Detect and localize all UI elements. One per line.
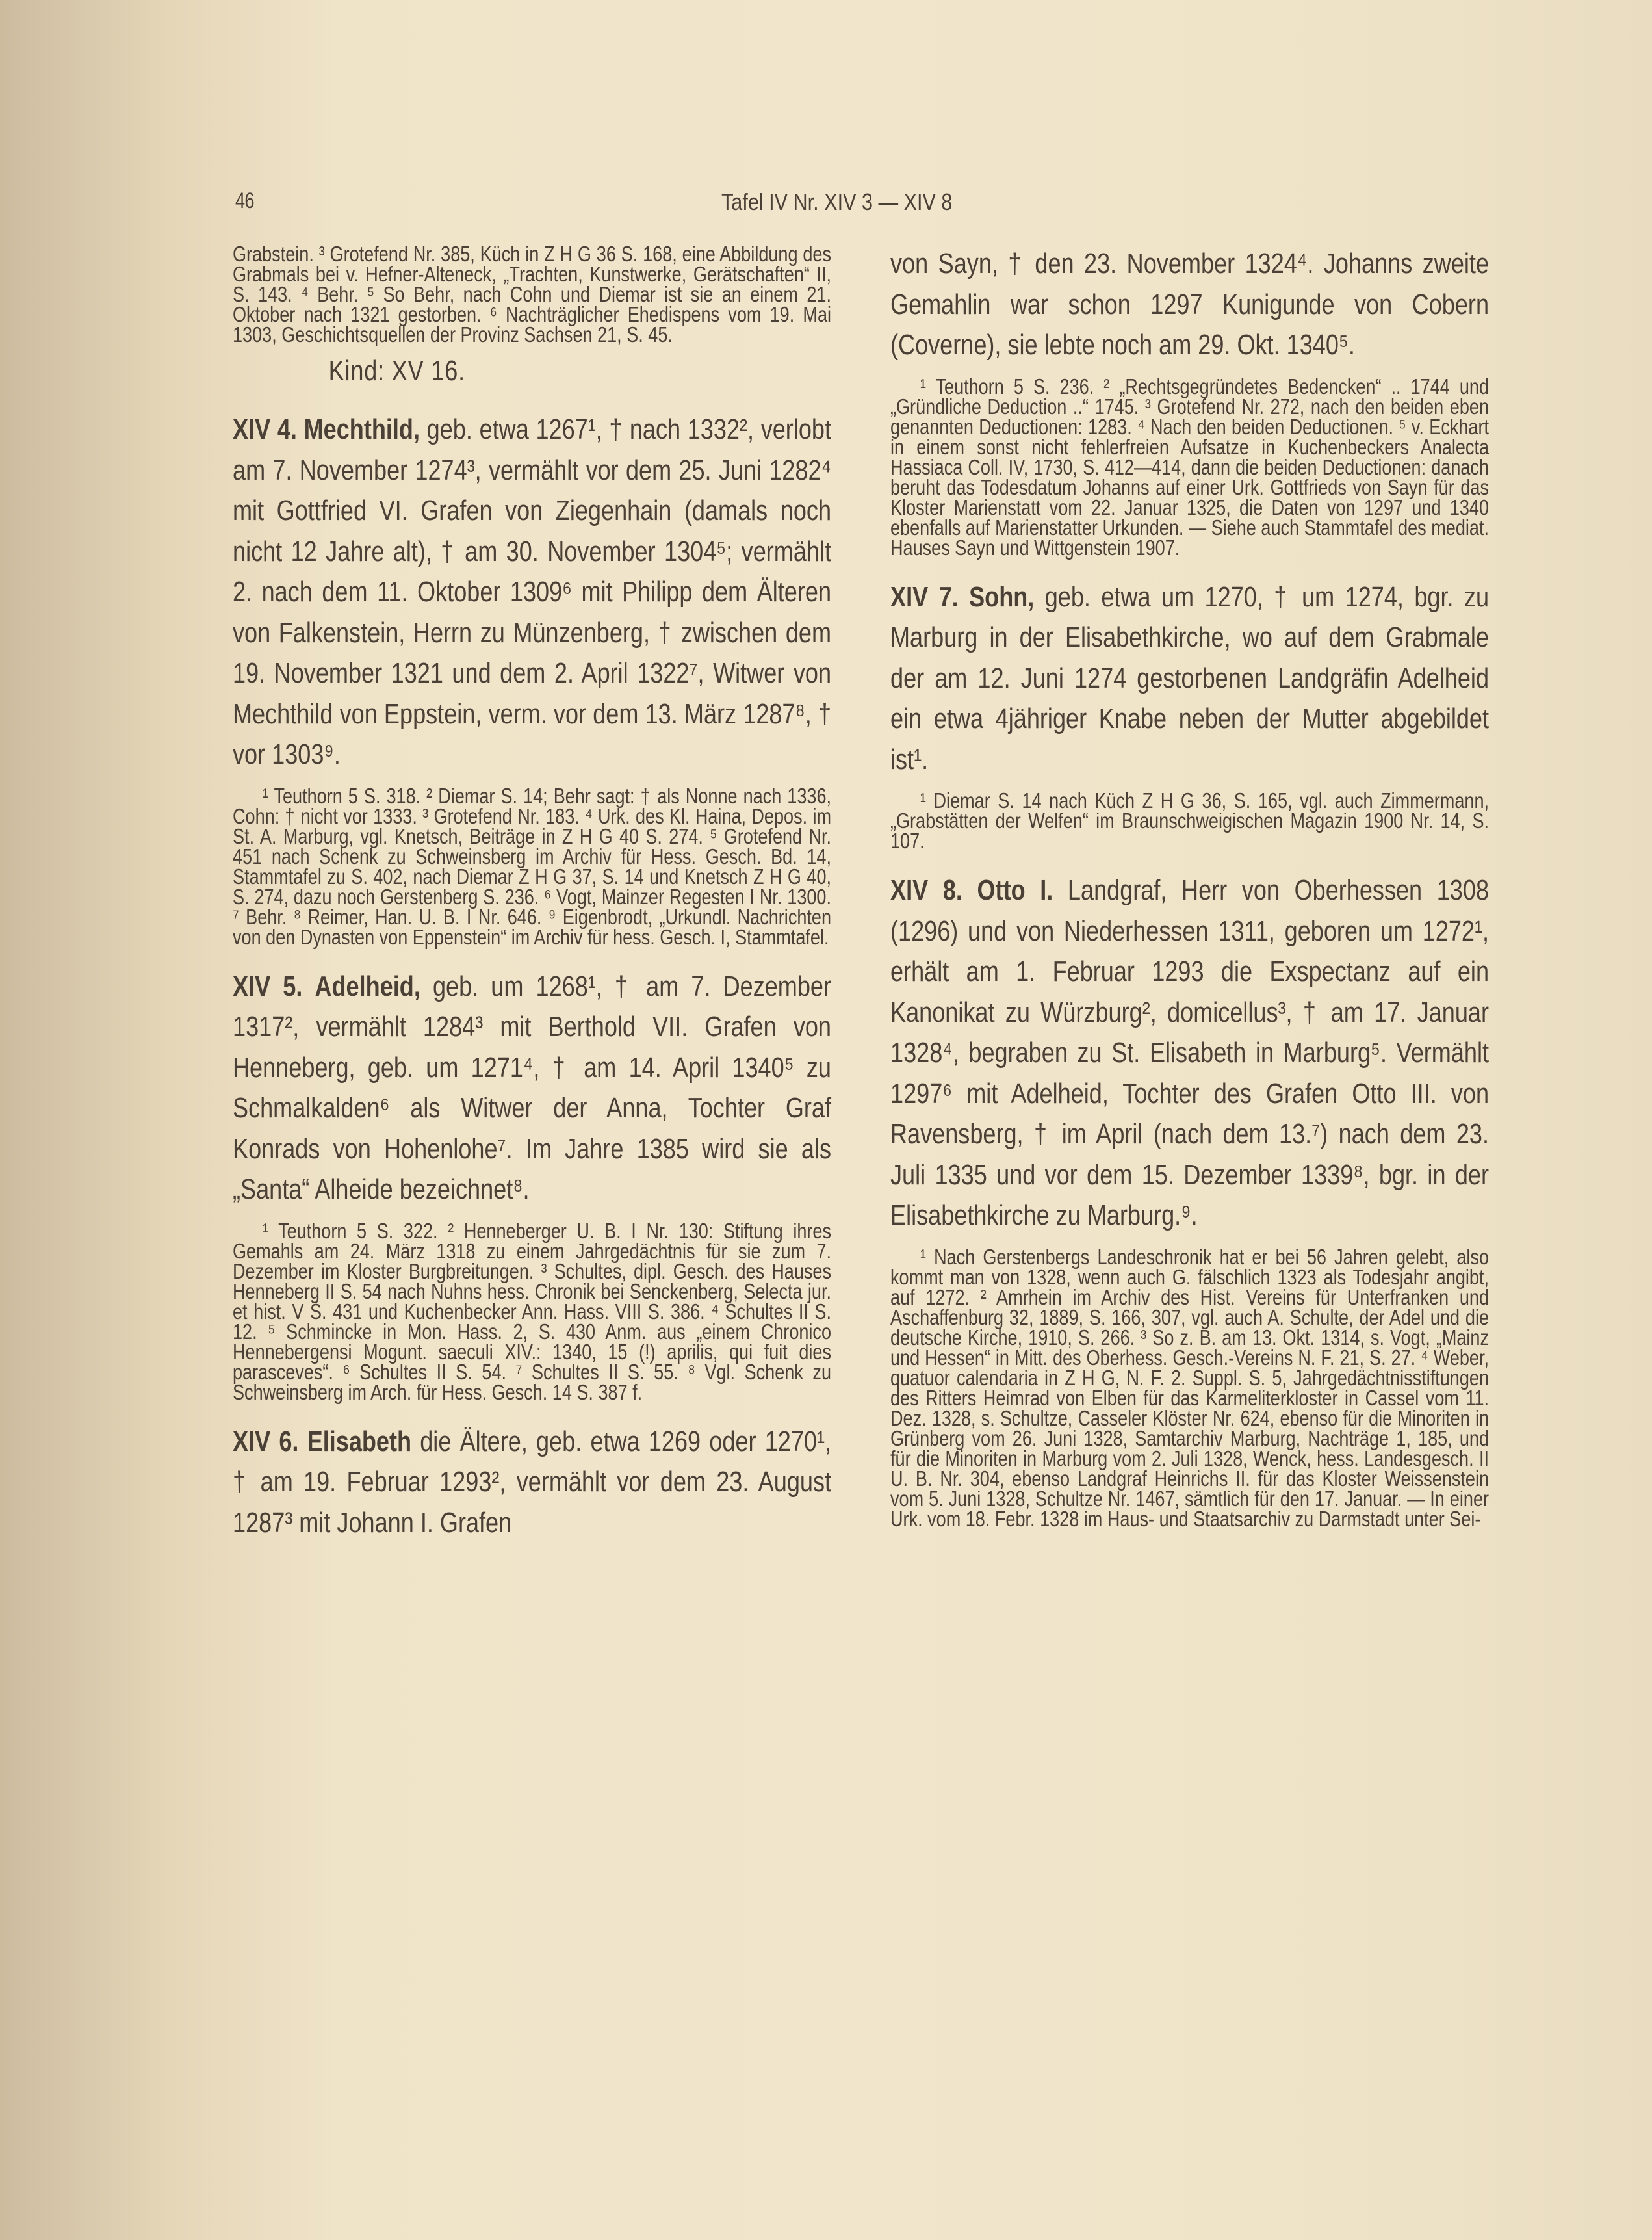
page-header [234,189,1517,228]
entry-text: geb. etwa um 1270, † um 1274, bgr. zu Marburg in der Elisabethkirche, wo auf dem Grabmale der am 12. Juni 1274 gestorbenen Landgräfin Adelheid ein etwa 4jähriger Knabe neben der Mutter abgebildet ist¹. [890,580,1490,775]
entry-id: XIV 5. [233,970,303,1002]
entry-xiv-7 [890,577,1489,852]
entry-name: Otto I. [977,874,1053,906]
entry-name: Mechthild, [303,413,420,445]
entry-footnotes: ¹ Diemar S. 14 nach Küch Z H G 36, S. 165, vgl. auch Zimmermann, „Grabstätten der Welfen“ im Braunschweigischen Magazin 1900 Nr. 14, S. 107. [890,788,1490,853]
entry-id: XIV 4. [233,413,297,445]
entry-footnotes: ¹ Nach Gerstenbergs Landeschronik hat er bei 56 Jahren gelebt, also kommt man von 1328, wenn auch G. fälschlich 1323 als Todesjahr angibt, auf 1272. ² Amrhein im Archiv des Hist. Vereins für Unterfranken und Aschaffenburg 32, 1889, S. 166, 307, vgl. auch A. Schulte, der Adel und die deutsche Kirche, 1910, S. 266. ³ So z. B. am 13. Okt. 1314, s. Vogt, „Mainz und Hessen“ in Mitt. des Oberhess. Gesch.-Vereins N. F. 21, S. 27. ⁴ Weber, quatuor calendaria in Z H G, N. F. 2. Suppl. S. 5, Jahrgedächtnisstiftungen des Ritters Heimrad von Elben für das Karmeliterkloster in Cassel vom 11. Dez. 1328, s. Schultze, Casseler Klöster Nr. 624, ebenso für die Minoriten in Grünberg vom 26. Juni 1328, Samtarchiv Marburg, Nachträge 1, 185, und für die Minoriten in Marburg vom 2. Juli 1328, Wenck, hess. Landesgesch. II U. B. Nr. 304, ebenso Landgraf Heinrichs II. für das Kloster Weissenstein vom 5. Juni 1328, Schultze Nr. 1467, sämtlich für den 17. Januar. — In einer Urk. vom 18. Febr. 1328 im Haus- und Staatsarchiv zu Darmstadt unter Sei- [890,1244,1490,1531]
entry-name: Sohn, [969,580,1035,613]
entry-xiv-6 [233,1422,831,1544]
entry-id: XIV 7. [890,580,959,613]
footnotes-continued: Grabstein. ³ Grotefend Nr. 385, Küch in Z H G 36 S. 168, eine Abbildung des Grabmals bei v. Hefner-Alteneck, „Trachten, Kunstwerke, Gerätschaften“ II, S. 143. ⁴ Behr. ⁵ So Behr, nach Cohn und Diemar ist sie an einem 21. Oktober nach 1321 gestorben. ⁶ Nachträglicher Ehedispens vom 19. Mai 1303, Geschichtsquellen der Provinz Sachsen 21, S. 45. [233,242,832,346]
entry-text: geb. etwa 1267¹, † nach 1332², verlobt am 7. November 1274³, vermählt vor dem 25. Juni 1282⁴ mit Gottfried VI. Grafen von Ziegenhain (damals noch nicht 12 Jahre alt), † am 30. November 1304⁵; vermählt 2. nach dem 11. Oktober 1309⁶ mit Philipp dem Älteren von Falkenstein, Herrn zu Münzenberg, † zwischen dem 19. November 1321 und dem 2. April 1322⁷, Witwer von Mechthild von Eppstein, verm. vor dem 13. März 1287⁸, † vor 1303⁹. [233,413,832,770]
entry-text: die Ältere, geb. etwa 1269 oder 1270¹, † am 19. Februar 1293², vermählt vor dem 23. August 1287³ mit Johann I. Grafen [233,1425,832,1539]
entry-id: XIV 6. [233,1425,299,1457]
entry-name: Elisabeth [307,1425,412,1457]
entry-xiv-4 [233,410,831,947]
right-column [890,244,1514,1529]
entry-footnotes: ¹ Teuthorn 5 S. 318. ² Diemar S. 14; Behr sagt: † als Nonne nach 1336, Cohn: † nicht vor 1333. ³ Grotefend Nr. 183. ⁴ Urk. des Kl. Haina, Depos. im St. A. Marburg, vgl. Knetsch, Beiträge in Z H G 40 S. 274. ⁵ Grotefend Nr. 451 nach Schenk zu Schweinsberg im Archiv für Hess. Gesch. Bd. 14, Stammtafel zu S. 402, nach Diemar Z H G 37, S. 14 und Knetsch Z H G 40, S. 274, dazu noch Gerstenberg S. 236. ⁶ Vogt, Mainzer Regesten I Nr. 1300. ⁷ Behr. ⁸ Reimer, Han. U. B. I Nr. 646. ⁹ Eigenbrodt, „Urkundl. Nachrichten von den Dynasten von Eppenstein“ im Archiv für hess. Gesch. I, Stammtafel. [233,783,832,949]
entry-xiv-6-footnotes: ¹ Teuthorn 5 S. 236. ² „Rechtsgegründetes Bedencken“ .. 1744 und „Gründliche Deduction ..“ 1745. ³ Grotefend Nr. 272, nach den beiden eben genannten Deductionen: 1283. ⁴ Nach den beiden Deductionen. ⁵ v. Eckhart in einem sonst nicht fehlerfreien Aufsatze in Kuchenbeckers Analecta Hassiaca Coll. IV, 1730, S. 412—414, dann die beiden Deductionen: danach beruht das Todesdatum Johanns auf einer Urk. Gottfrieds von Sayn für das Kloster Marienstatt vom 22. Januar 1325, die Daten von 1297 und 1340 ebenfalls auf Marienstatter Urkunden. — Siehe auch Stammtafel des mediat. Hauses Sayn und Wittgenstein 1907. [890,374,1490,560]
page-number: 46 [235,189,254,213]
entry-text: geb. um 1268¹, † am 7. Dezember 1317², vermählt 1284³ mit Berthold VII. Grafen von Henneberg, geb. um 1271⁴, † am 14. April 1340⁵ zu Schmalkalden⁶ als Witwer der Anna, Tochter Graf Konrads von Hohenlohe⁷. Im Jahre 1385 wird sie als „Santa“ Alheide bezeichnet⁸. [233,970,832,1205]
entry-name: Adelheid, [315,970,420,1002]
kind-reference: Kind: XV 16. [328,355,466,387]
entry-xiv-5 [233,967,831,1402]
entry-id: XIV 8. [890,874,962,906]
left-column [233,244,857,1543]
entry-text: Landgraf, Herr von Oberhessen 1308 (1296) und von Niederhessen 1311, geboren um 1272¹, erhält am 1. Februar 1293 die Exspectanz auf ein Kanonikat zu Würzburg², domicellus³, † am 17. Januar 1328⁴, begraben zu St. Elisabeth in Marburg⁵. Vermählt 1297⁶ mit Adelheid, Tochter des Grafen Otto III. von Ravensberg, † im April (nach dem 13.⁷) nach dem 23. Juli 1335 und vor dem 15. Dezember 1339⁸, bgr. in der Elisabethkirche zu Marburg.⁹. [890,874,1490,1231]
entry-xiv-8 [890,870,1489,1529]
entry-xiv-6-continued: von Sayn, † den 23. November 1324⁴. Johanns zweite Gemahlin war schon 1297 Kunigunde von Cobern (Coverne), sie lebte noch am 29. Okt. 1340⁵. [890,248,1490,361]
running-title: Tafel IV Nr. XIV 3 — XIV 8 [721,189,953,215]
entry-footnotes: ¹ Teuthorn 5 S. 322. ² Henneberger U. B. I Nr. 130: Stiftung ihres Gemahls am 24. März 1318 zu einem Jahrgedächtnis für sie zum 7. Dezember im Kloster Burgbreitungen. ³ Schultes, dipl. Gesch. des Hauses Henneberg II S. 54 nach Nuhns hess. Chronik bei Senckenberg, Selecta jur. et hist. V S. 431 und Kuchenbecker Ann. Hass. VIII S. 386. ⁴ Schultes II S. 12. ⁵ Schmincke in Mon. Hass. 2, S. 430 Anm. aus „einem Chronico Hennebergensi Mogunt. saeculi XIV.: 1340, 15 (!) aprilis, qui fuit dies parasceves“. ⁶ Schultes II S. 54. ⁷ Schultes II S. 55. ⁸ Vgl. Schenk zu Schweinsberg im Arch. für Hess. Gesch. 14 S. 387 f. [233,1218,832,1404]
